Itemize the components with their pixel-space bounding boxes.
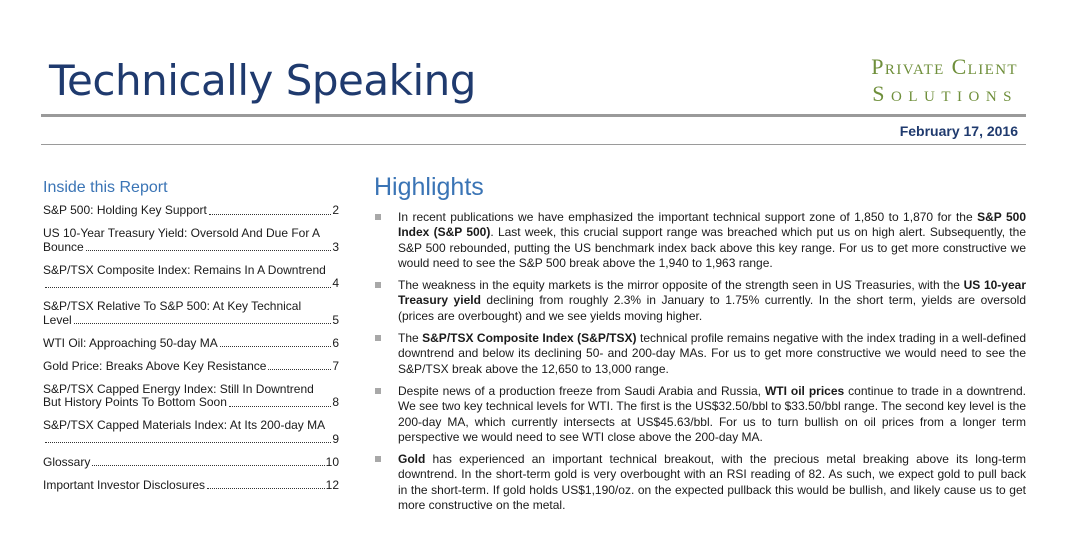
toc-item[interactable]	[43, 300, 339, 327]
toc-page-number: 12	[325, 477, 339, 492]
toc-item-label: WTI Oil: Approaching 50-day MA	[43, 335, 218, 350]
toc-page-number: 9	[332, 431, 339, 446]
toc-item[interactable]	[43, 264, 339, 291]
bullet-square-icon	[375, 335, 381, 341]
bullet-text: Despite news of a production freeze from Saudi Arabia and Russia,	[398, 383, 765, 398]
toc-item-label: Gold Price: Breaks Above Key Resistance	[43, 358, 267, 373]
toc-item[interactable]	[43, 360, 339, 374]
highlights-heading: Highlights	[374, 173, 484, 201]
date-divider	[41, 144, 1026, 145]
bullet-text: has experienced an important technical breakout, with the precious metal breaking above its long-term downtrend. In the short-term gold is very overbought with an RSI reading of 82. As such, we expect gold to pull back in the short-term. If gold holds US$1,190/oz. on the expected pullback this would be bullish, and likely cause us to get more constructive on the metal.	[398, 452, 1026, 513]
bullet-text: The weakness in the equity markets is the mirror opposite of the strength seen in US Treasuries, with the	[398, 278, 964, 293]
bullet-text: In recent publications we have emphasized the important technical support zone of 1,850 to 1,870 for the	[398, 210, 978, 224]
bullet-text: continue to trade in a downtrend. We see two key technical levels for WTI. The first is the US$32.50/bbl to $33.50/bbl range. The second key level is the 200-day MA, which currently intersects at US$45.63/bbl. For us to turn bullish on oil prices from a longer term perspective we would need to see WTI close above the 200-day MA.	[398, 383, 1027, 444]
toc-item[interactable]	[43, 204, 339, 218]
toc-item-label-continued: Level	[43, 312, 72, 327]
toc-leader	[209, 214, 331, 215]
report-date: February 17, 2016	[899, 123, 1018, 139]
toc-leader	[86, 250, 332, 251]
toc-leader	[207, 488, 325, 489]
toc-item-label: S&P/TSX Capped Energy Index: Still In Downtrend	[43, 381, 314, 396]
bullet-bold-text: S&P/TSX Composite Index (S&P/TSX)	[422, 331, 637, 346]
bullet-bold-text: WTI oil prices	[764, 383, 845, 398]
toc-item-label: S&P/TSX Capped Materials Index: At Its 200-day MA	[43, 418, 326, 432]
toc-item[interactable]	[43, 383, 339, 410]
bullet-bold-text: Gold	[398, 452, 426, 467]
toc-leader	[229, 406, 331, 407]
bullet-square-icon	[375, 388, 381, 394]
brand-logo	[871, 56, 1018, 107]
brand-line-2: Solutions	[872, 81, 1018, 106]
toc-item[interactable]	[43, 419, 339, 446]
toc-page-number: 4	[332, 276, 339, 290]
toc-item-label: Glossary	[43, 454, 91, 469]
toc-leader	[92, 465, 324, 466]
toc-page-number: 3	[332, 239, 339, 254]
toc-item-label: S&P/TSX Composite Index: Remains In A Downtrend	[43, 262, 326, 277]
bullet-text: The	[398, 331, 423, 346]
toc-item[interactable]	[43, 479, 339, 493]
toc-page-number: 2	[332, 203, 339, 217]
bullet-text: technical profile remains negative with the index trading in a well-defined downtrend and below its declining 50- and 200-day MAs. For us to get more constructive we would need to see the S&P/TSX break above the 12,650 to 13,000 range.	[398, 331, 1027, 376]
bullet-square-icon	[375, 282, 381, 288]
toc-item[interactable]	[43, 337, 339, 351]
toc-page-number: 8	[332, 395, 339, 409]
toc-item-label: US 10-Year Treasury Yield: Oversold And Due For A	[43, 226, 321, 240]
highlight-bullet	[374, 452, 1026, 513]
highlights-list	[374, 210, 1026, 513]
toc-leader	[268, 369, 331, 370]
highlight-bullet	[374, 331, 1026, 377]
bullet-text: . Last week, this crucial support range was breached which put us on high alert. Subsequently, the S&P 500 rebounded, putting the US benchmark index back above this key range. For us to get more constructive we would need to see the S&P 500 break above the 1,940 to 1,963 range.	[398, 225, 1026, 270]
toc-heading: Inside this Report	[43, 179, 168, 196]
bullet-bold-text: US 10-year Treasury yield	[398, 278, 1026, 308]
highlight-bullet	[374, 278, 1026, 324]
highlights-section	[374, 172, 1026, 520]
highlight-bullet	[374, 210, 1026, 271]
toc-page-number: 6	[332, 335, 339, 350]
toc-item-label: Important Investor Disclosures	[43, 477, 206, 492]
bullet-square-icon	[375, 214, 381, 220]
toc-item-label-continued: Bounce	[43, 239, 84, 254]
toc-item-label: S&P/TSX Relative To S&P 500: At Key Technical	[43, 299, 302, 313]
toc-list	[43, 204, 339, 492]
header-divider	[41, 114, 1026, 117]
table-of-contents	[43, 178, 339, 502]
brand-line-1: Private Client	[871, 54, 1018, 79]
bullet-bold-text: S&P 500 Index (S&P 500)	[398, 210, 1026, 240]
toc-item[interactable]	[43, 227, 339, 254]
toc-leader	[220, 346, 332, 347]
toc-page-number: 5	[332, 312, 339, 327]
highlight-bullet	[374, 384, 1026, 445]
toc-page-number: 7	[332, 358, 339, 373]
toc-item-label: S&P 500: Holding Key Support	[43, 203, 207, 217]
toc-item[interactable]	[43, 456, 339, 470]
page-title: Technically Speaking	[49, 56, 476, 105]
toc-item-label-continued: But History Points To Bottom Soon	[43, 395, 227, 409]
bullet-square-icon	[375, 456, 381, 462]
toc-leader	[45, 287, 331, 288]
toc-leader	[45, 442, 331, 443]
bullet-text: declining from roughly 2.3% in January to 1.75% currently. In the short term, yields are oversold (prices are overbought) and we see yields moving higher.	[398, 293, 1026, 323]
toc-leader	[74, 323, 332, 324]
toc-page-number: 10	[325, 454, 339, 469]
